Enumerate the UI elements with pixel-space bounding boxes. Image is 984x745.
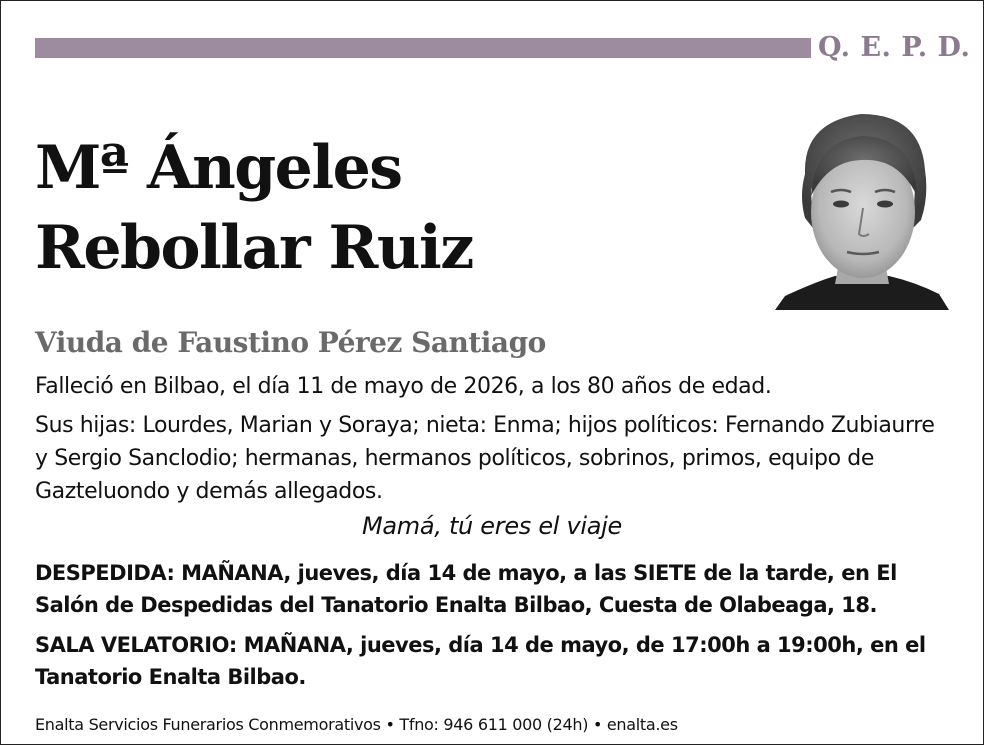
deceased-name	[35, 128, 755, 288]
widow-of-line: Viuda de Faustino Pérez Santiago	[35, 326, 546, 359]
memorial-quote: Mamá, tú eres el viaje	[361, 512, 622, 540]
funeral-home-footer: Enalta Servicios Funerarios Conmemorativos • Tfno: 946 611 000 (24h) • enalta.es	[35, 715, 678, 734]
deceased-name-line2: Rebollar Ruiz	[35, 213, 473, 283]
farewell-service: DESPEDIDA: MAÑANA, jueves, día 14 de mayo, a las SIETE de la tarde, en El Salón de Despedidas del Tanatorio Enalta Bilbao, Cuesta de Olabeaga, 18.	[35, 561, 897, 617]
portrait-photo	[775, 100, 949, 310]
qepd-heading: Q. E. P. D.	[818, 32, 971, 63]
death-notice: Falleció en Bilbao, el día 11 de mayo de 2026, a los 80 años de edad.	[35, 374, 772, 399]
deceased-name-line1: Mª Ángeles	[35, 133, 402, 203]
family-members: Sus hijas: Lourdes, Marian y Soraya; nieta: Enma; hijos políticos: Fernando Zubiaurre y Sergio Sanclodio; hermanas, hermanos políticos, sobrinos, primos, equipo de Gazteluondo y demás allegados.	[35, 413, 935, 504]
wake-room: SALA VELATORIO: MAÑANA, jueves, día 14 de mayo, de 17:00h a 19:00h, en el Tanatorio Enalta Bilbao.	[35, 633, 926, 689]
header-bar	[35, 38, 811, 58]
